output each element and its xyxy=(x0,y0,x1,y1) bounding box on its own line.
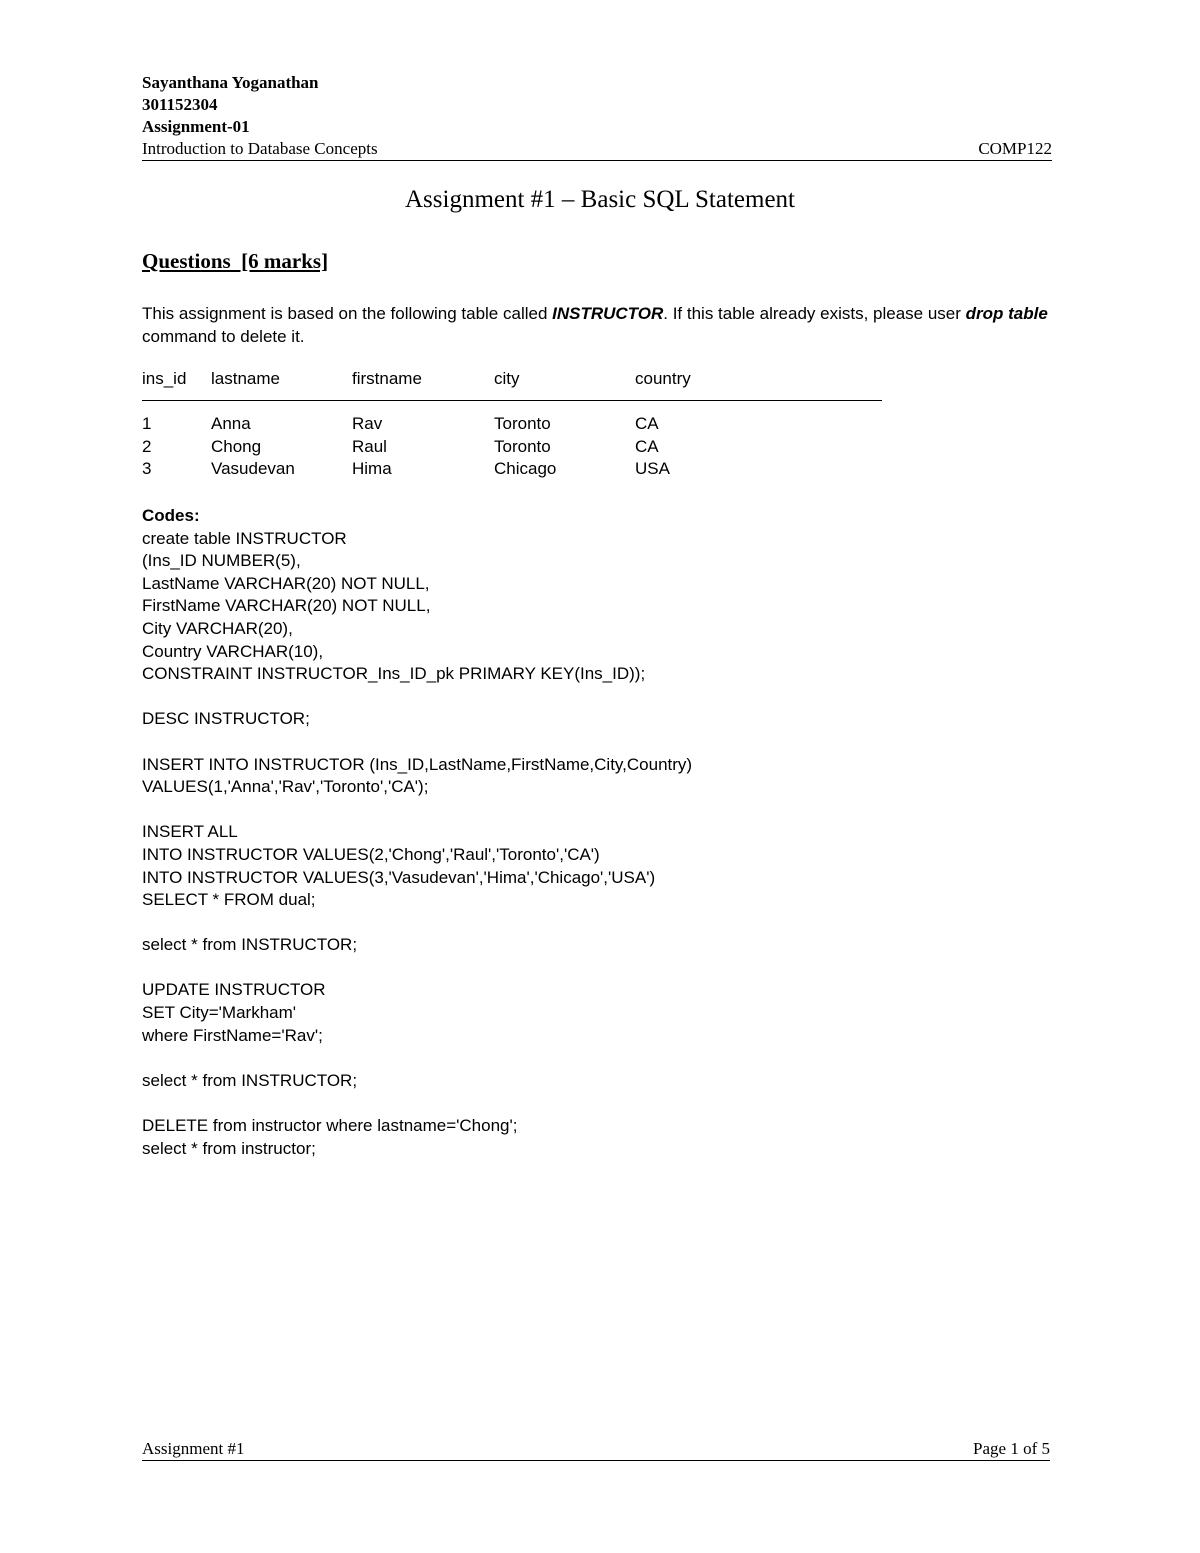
document-title: Assignment #1 – Basic SQL Statement xyxy=(404,186,795,213)
code-line: City VARCHAR(20), xyxy=(142,618,293,638)
code-line: select * from INSTRUCTOR; xyxy=(142,935,358,955)
table-body xyxy=(142,414,882,482)
code-line: Country VARCHAR(10), xyxy=(142,641,324,661)
table-cell: Toronto xyxy=(494,414,551,433)
course-code: COMP122 xyxy=(978,139,1052,158)
table-cell: Rav xyxy=(352,414,383,433)
header-block xyxy=(142,72,319,138)
table-cell: Chicago xyxy=(494,459,557,478)
code-line: (Ins_ID NUMBER(5), xyxy=(142,551,301,571)
intro-paragraph xyxy=(142,302,1062,348)
table-cell: Raul xyxy=(352,436,387,456)
student-id: 301152304 xyxy=(142,95,218,114)
code-line: FirstName VARCHAR(20) NOT NULL, xyxy=(142,596,431,616)
code-line: INSERT ALL xyxy=(142,822,238,842)
code-line: INTO INSTRUCTOR VALUES(2,'Chong','Raul','Toronto','CA') xyxy=(142,844,600,864)
table-row xyxy=(142,414,882,437)
table-cell: CA xyxy=(635,436,659,456)
footer-page-number: Page 1 of 5 xyxy=(973,1439,1050,1458)
code-line: select * from INSTRUCTOR; xyxy=(142,1070,358,1090)
code-line xyxy=(142,1047,692,1070)
page-footer xyxy=(142,1439,1050,1461)
footer-assignment: Assignment #1 xyxy=(142,1439,245,1458)
code-line: LastName VARCHAR(20) NOT NULL, xyxy=(142,573,430,593)
table-cell: Hima xyxy=(352,459,392,478)
code-line xyxy=(142,957,692,980)
intro-text-part-1: This assignment is based on the following table called xyxy=(142,304,553,323)
table-cell: USA xyxy=(635,459,670,478)
column-header: city xyxy=(494,369,520,388)
code-line: INSERT INTO INSTRUCTOR (Ins_ID,LastName,FirstName,City,Country) xyxy=(142,754,693,774)
intro-table-name: INSTRUCTOR xyxy=(552,304,664,323)
course-title: Introduction to Database Concepts xyxy=(142,139,378,158)
code-line xyxy=(142,1092,692,1115)
codes-section xyxy=(142,505,692,1160)
codes-label: Codes: xyxy=(142,506,200,525)
table-cell: 1 xyxy=(142,414,152,433)
intro-text-part-2: . If this table already exists, please user xyxy=(663,304,966,323)
author-name: Sayanthana Yoganathan xyxy=(142,73,319,92)
intro-command: drop table xyxy=(965,304,1048,323)
table-cell: 3 xyxy=(142,459,152,478)
code-line: where FirstName='Rav'; xyxy=(142,1025,323,1045)
code-line: SET City='Markham' xyxy=(142,1003,297,1023)
code-line: select * from instructor; xyxy=(142,1138,316,1158)
code-line xyxy=(142,731,692,754)
table-row xyxy=(142,459,882,482)
column-header: ins_id xyxy=(142,369,187,388)
table-cell: Chong xyxy=(211,436,262,456)
code-lines xyxy=(142,528,692,1161)
table-cell: CA xyxy=(635,414,659,433)
table-cell: 2 xyxy=(142,436,152,456)
assignment-label: Assignment-01 xyxy=(142,117,250,136)
code-line: INTO INSTRUCTOR VALUES(3,'Vasudevan','Hima','Chicago','USA') xyxy=(142,867,656,887)
table-cell: Toronto xyxy=(494,436,551,456)
code-line: DELETE from instructor where lastname='Chong'; xyxy=(142,1116,518,1136)
code-line: create table INSTRUCTOR xyxy=(142,528,347,548)
intro-text-part-3: command to delete it. xyxy=(142,327,305,346)
questions-heading: Questions [6 marks] xyxy=(142,249,329,273)
table-cell: Vasudevan xyxy=(211,459,295,478)
column-header: firstname xyxy=(352,369,422,388)
code-line: DESC INSTRUCTOR; xyxy=(142,709,310,729)
table-divider xyxy=(142,400,882,401)
course-header-rule xyxy=(142,139,1052,161)
code-line: CONSTRAINT INSTRUCTOR_Ins_ID_pk PRIMARY KEY(Ins_ID)); xyxy=(142,664,646,684)
table-row xyxy=(142,437,882,460)
code-line: UPDATE INSTRUCTOR xyxy=(142,980,326,1000)
table-cell: Anna xyxy=(211,414,251,433)
code-line: SELECT * FROM dual; xyxy=(142,890,316,910)
column-header: lastname xyxy=(211,369,280,388)
intro-text xyxy=(142,302,1062,348)
code-line: VALUES(1,'Anna','Rav','Toronto','CA'); xyxy=(142,777,429,797)
code-line xyxy=(142,799,692,822)
column-header: country xyxy=(635,369,691,388)
code-line xyxy=(142,686,692,709)
code-line xyxy=(142,912,692,935)
